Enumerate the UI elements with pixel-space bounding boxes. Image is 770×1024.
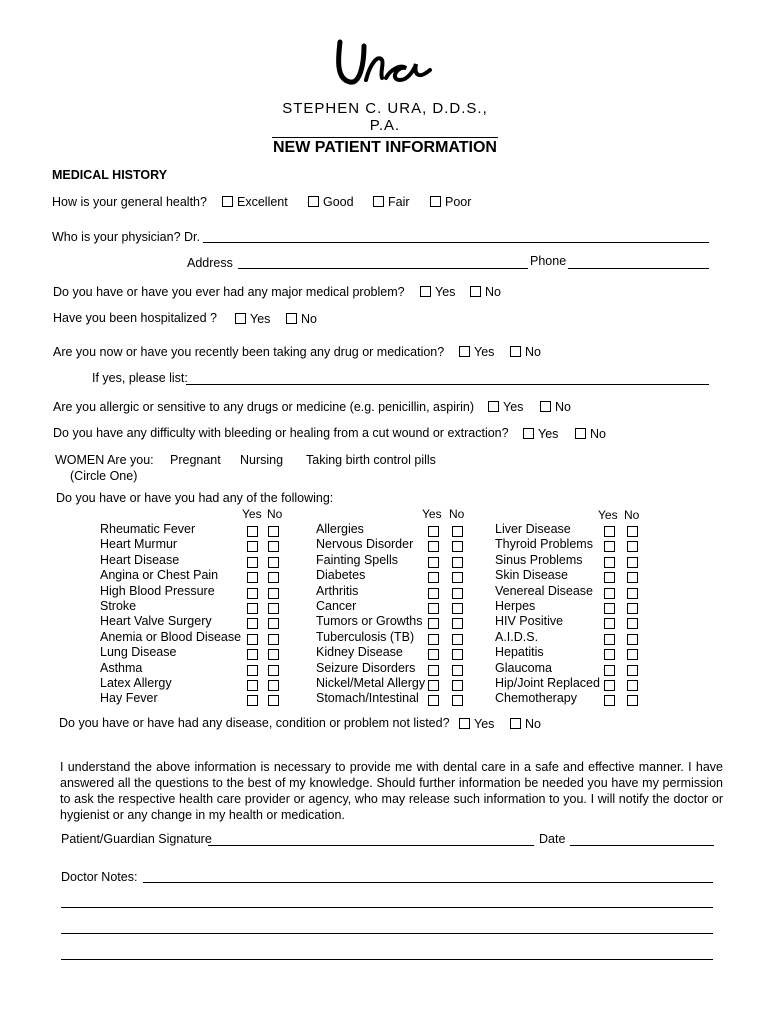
condition-no-checkbox[interactable]: [627, 695, 638, 706]
hospitalized-yes[interactable]: Yes: [235, 312, 270, 326]
col2-yes-header: Yes: [422, 507, 442, 521]
condition-yes-checkbox[interactable]: [247, 649, 258, 660]
not-listed-no[interactable]: No: [510, 717, 541, 731]
physician-question: Who is your physician? Dr.: [52, 230, 200, 244]
phone-field[interactable]: [568, 268, 709, 269]
condition-no-checkbox[interactable]: [627, 603, 638, 614]
condition-label: Heart Valve Surgery: [100, 614, 212, 629]
col1-no-header: No: [267, 507, 283, 521]
not-listed-question: Do you have or have had any disease, condition or problem not listed?: [59, 716, 450, 730]
condition-no-checkbox[interactable]: [627, 526, 638, 537]
condition-no-checkbox[interactable]: [452, 603, 463, 614]
allergic-yes[interactable]: Yes: [488, 400, 523, 414]
major-problem-no[interactable]: No: [470, 285, 501, 299]
condition-no-checkbox[interactable]: [452, 572, 463, 583]
checkbox[interactable]: [308, 196, 319, 207]
condition-yes-checkbox[interactable]: [247, 618, 258, 629]
doctor-notes-line-3[interactable]: [61, 933, 713, 934]
col1-yes-header: Yes: [242, 507, 262, 521]
checkbox[interactable]: [510, 718, 521, 729]
condition-yes-checkbox[interactable]: [604, 526, 615, 537]
condition-no-checkbox[interactable]: [627, 665, 638, 676]
consent-paragraph: I understand the above information is necessary to provide me with dental care in a safe and effective manner. I have answered all the questions to the best of my knowledge. Should further information be needed you have my permission to ask the respective health care provider or agency, who may release such information to you. I will notify the doctor or hygienist or any change in my health or medication.: [60, 760, 723, 822]
if-yes-label: If yes, please list:: [92, 371, 188, 385]
condition-label: Nickel/Metal Allergy: [316, 676, 426, 690]
condition-label: Rheumatic Fever: [100, 522, 196, 536]
condition-no-checkbox[interactable]: [452, 526, 463, 537]
condition-label: Diabetes: [316, 568, 366, 583]
condition-label: Hip/Joint Replaced: [495, 676, 600, 690]
practice-name: STEPHEN C. URA, D.D.S., P.A.: [272, 100, 498, 138]
signature-label: Patient/Guardian Signature: [61, 832, 212, 846]
condition-yes-checkbox[interactable]: [428, 649, 439, 660]
condition-no-checkbox[interactable]: [268, 680, 279, 691]
allergic-no[interactable]: No: [540, 400, 571, 414]
signature-field[interactable]: [208, 845, 534, 846]
condition-yes-checkbox[interactable]: [247, 695, 258, 706]
practice-logo: [330, 34, 440, 94]
checkbox[interactable]: [575, 428, 586, 439]
condition-yes-checkbox[interactable]: [428, 557, 439, 568]
checkbox[interactable]: [470, 286, 481, 297]
medication-question: Are you now or have you recently been taking any drug or medication?: [53, 345, 445, 359]
condition-no-checkbox[interactable]: [452, 634, 463, 645]
condition-yes-checkbox[interactable]: [428, 618, 439, 629]
condition-yes-checkbox[interactable]: [428, 526, 439, 537]
condition-no-checkbox[interactable]: [268, 649, 279, 660]
condition-no-checkbox[interactable]: [268, 572, 279, 583]
condition-no-checkbox[interactable]: [627, 588, 638, 599]
checkbox[interactable]: [459, 346, 470, 357]
condition-label: Stomach/Intestinal: [316, 691, 419, 706]
conditions-intro: Do you have or have you had any of the following:: [56, 491, 334, 505]
checkbox[interactable]: [286, 313, 297, 324]
hospitalized-question: Have you been hospitalized ?: [53, 311, 218, 325]
condition-label: Heart Disease: [100, 552, 180, 567]
physician-field[interactable]: [203, 242, 709, 243]
checkbox[interactable]: [420, 286, 431, 297]
condition-yes-checkbox[interactable]: [604, 557, 615, 568]
condition-yes-checkbox[interactable]: [604, 603, 615, 614]
condition-label: Chemotherapy: [495, 691, 577, 706]
general-health-question: How is your general health?: [52, 195, 207, 209]
condition-label: Tuberculosis (TB): [316, 629, 415, 644]
condition-label: Tumors or Growths: [316, 614, 423, 629]
not-listed-yes[interactable]: Yes: [459, 717, 494, 731]
allergic-question: Are you allergic or sensitive to any drugs or medicine (e.g. penicillin, aspirin): [53, 400, 475, 414]
condition-yes-checkbox[interactable]: [247, 634, 258, 645]
condition-yes-checkbox[interactable]: [428, 588, 439, 599]
condition-yes-checkbox[interactable]: [428, 541, 439, 552]
checkbox[interactable]: [222, 196, 233, 207]
bleeding-yes[interactable]: Yes: [523, 427, 558, 441]
condition-no-checkbox[interactable]: [268, 695, 279, 706]
condition-label: Fainting Spells: [316, 552, 398, 567]
medication-no[interactable]: No: [510, 345, 541, 359]
condition-label: Liver Disease: [495, 522, 571, 536]
condition-yes-checkbox[interactable]: [604, 665, 615, 676]
condition-no-checkbox[interactable]: [268, 603, 279, 614]
condition-yes-checkbox[interactable]: [428, 665, 439, 676]
major-problem-yes[interactable]: Yes: [420, 285, 455, 299]
condition-label: HIV Positive: [495, 614, 564, 629]
condition-no-checkbox[interactable]: [268, 588, 279, 599]
condition-label: Venereal Disease: [495, 583, 593, 598]
condition-yes-checkbox[interactable]: [247, 541, 258, 552]
condition-no-checkbox[interactable]: [627, 618, 638, 629]
condition-label: Glaucoma: [495, 660, 552, 675]
condition-label: Angina or Chest Pain: [100, 568, 219, 583]
condition-no-checkbox[interactable]: [452, 618, 463, 629]
health-option-good[interactable]: Good: [308, 195, 354, 209]
condition-label: Asthma: [100, 660, 143, 675]
women-option-nursing[interactable]: Nursing: [240, 453, 284, 467]
condition-label: Seizure Disorders: [316, 660, 416, 675]
condition-label: Allergies: [316, 522, 364, 536]
women-option-birth-control[interactable]: Taking birth control pills: [306, 453, 436, 467]
condition-no-checkbox[interactable]: [452, 588, 463, 599]
condition-yes-checkbox[interactable]: [247, 680, 258, 691]
condition-label: Cancer: [316, 599, 357, 613]
condition-no-checkbox[interactable]: [268, 618, 279, 629]
date-label: Date: [539, 832, 566, 846]
bleeding-question: Do you have any difficulty with bleeding or healing from a cut wound or extraction?: [53, 426, 509, 440]
col3-yes-header: Yes: [598, 508, 618, 522]
condition-no-checkbox[interactable]: [452, 695, 463, 706]
condition-no-checkbox[interactable]: [268, 634, 279, 645]
condition-label: Thyroid Problems: [495, 537, 593, 552]
condition-yes-checkbox[interactable]: [428, 634, 439, 645]
doctor-notes-line-2[interactable]: [61, 907, 713, 908]
condition-yes-checkbox[interactable]: [428, 695, 439, 706]
major-problem-question: Do you have or have you ever had any major medical problem?: [53, 285, 405, 299]
condition-yes-checkbox[interactable]: [604, 680, 615, 691]
condition-yes-checkbox[interactable]: [604, 572, 615, 583]
condition-yes-checkbox[interactable]: [604, 649, 615, 660]
condition-no-checkbox[interactable]: [268, 557, 279, 568]
condition-no-checkbox[interactable]: [627, 634, 638, 645]
condition-yes-checkbox[interactable]: [604, 695, 615, 706]
condition-no-checkbox[interactable]: [268, 526, 279, 537]
health-option-poor[interactable]: Poor: [430, 195, 471, 209]
condition-yes-checkbox[interactable]: [604, 541, 615, 552]
women-option-pregnant[interactable]: Pregnant: [170, 453, 221, 467]
checkbox[interactable]: [373, 196, 384, 207]
condition-label: Lung Disease: [100, 645, 177, 660]
condition-yes-checkbox[interactable]: [604, 618, 615, 629]
condition-label: Kidney Disease: [316, 645, 403, 660]
condition-yes-checkbox[interactable]: [247, 572, 258, 583]
phone-label: Phone: [530, 254, 567, 268]
circle-one-note: (Circle One): [70, 469, 138, 483]
condition-label: Herpes: [495, 599, 536, 613]
condition-label: Stroke: [100, 599, 137, 613]
condition-label: Latex Allergy: [100, 676, 172, 690]
doctor-notes-line-4[interactable]: [61, 959, 713, 960]
bleeding-no[interactable]: No: [575, 427, 606, 441]
condition-no-checkbox[interactable]: [452, 541, 463, 552]
checkbox[interactable]: [235, 313, 246, 324]
condition-no-checkbox[interactable]: [452, 680, 463, 691]
condition-label: Sinus Problems: [495, 552, 583, 567]
hospitalized-no[interactable]: No: [286, 312, 317, 326]
checkbox[interactable]: [510, 346, 521, 357]
condition-no-checkbox[interactable]: [627, 557, 638, 568]
condition-label: High Blood Pressure: [100, 583, 215, 598]
col2-no-header: No: [449, 507, 465, 521]
women-label: WOMEN Are you:: [55, 453, 154, 467]
condition-label: Skin Disease: [495, 568, 568, 583]
medication-list-field[interactable]: [186, 384, 709, 385]
condition-no-checkbox[interactable]: [452, 557, 463, 568]
medication-yes[interactable]: Yes: [459, 345, 494, 359]
doctor-notes-label: Doctor Notes:: [61, 870, 138, 884]
health-option-excellent[interactable]: Excellent: [222, 195, 288, 209]
condition-label: Anemia or Blood Disease: [100, 629, 242, 644]
checkbox[interactable]: [488, 401, 499, 412]
condition-label: Arthritis: [316, 583, 359, 598]
condition-no-checkbox[interactable]: [268, 541, 279, 552]
col3-no-header: No: [624, 508, 640, 522]
health-option-fair[interactable]: Fair: [373, 195, 410, 209]
condition-yes-checkbox[interactable]: [247, 665, 258, 676]
condition-yes-checkbox[interactable]: [247, 526, 258, 537]
condition-no-checkbox[interactable]: [627, 572, 638, 583]
condition-label: Hay Fever: [100, 691, 158, 706]
condition-yes-checkbox[interactable]: [247, 557, 258, 568]
condition-yes-checkbox[interactable]: [247, 603, 258, 614]
date-field[interactable]: [570, 845, 714, 846]
address-field[interactable]: [238, 268, 528, 269]
condition-label: A.I.D.S.: [495, 629, 539, 644]
condition-label: Hepatitis: [495, 645, 544, 660]
condition-yes-checkbox[interactable]: [604, 634, 615, 645]
condition-no-checkbox[interactable]: [627, 541, 638, 552]
address-label: Address: [187, 256, 233, 270]
condition-label: Nervous Disorder: [316, 537, 414, 552]
condition-yes-checkbox[interactable]: [428, 572, 439, 583]
condition-label: Heart Murmur: [100, 537, 178, 552]
condition-yes-checkbox[interactable]: [428, 680, 439, 691]
condition-yes-checkbox[interactable]: [247, 588, 258, 599]
section-heading: MEDICAL HISTORY: [52, 168, 168, 182]
condition-no-checkbox[interactable]: [627, 680, 638, 691]
checkbox[interactable]: [430, 196, 441, 207]
checkbox[interactable]: [523, 428, 534, 439]
checkbox[interactable]: [459, 718, 470, 729]
doctor-notes-line-1[interactable]: [143, 882, 713, 883]
condition-no-checkbox[interactable]: [627, 649, 638, 660]
condition-no-checkbox[interactable]: [452, 649, 463, 660]
condition-no-checkbox[interactable]: [268, 665, 279, 676]
page-title: NEW PATIENT INFORMATION: [273, 139, 497, 156]
condition-yes-checkbox[interactable]: [428, 603, 439, 614]
condition-no-checkbox[interactable]: [452, 665, 463, 676]
condition-yes-checkbox[interactable]: [604, 588, 615, 599]
checkbox[interactable]: [540, 401, 551, 412]
